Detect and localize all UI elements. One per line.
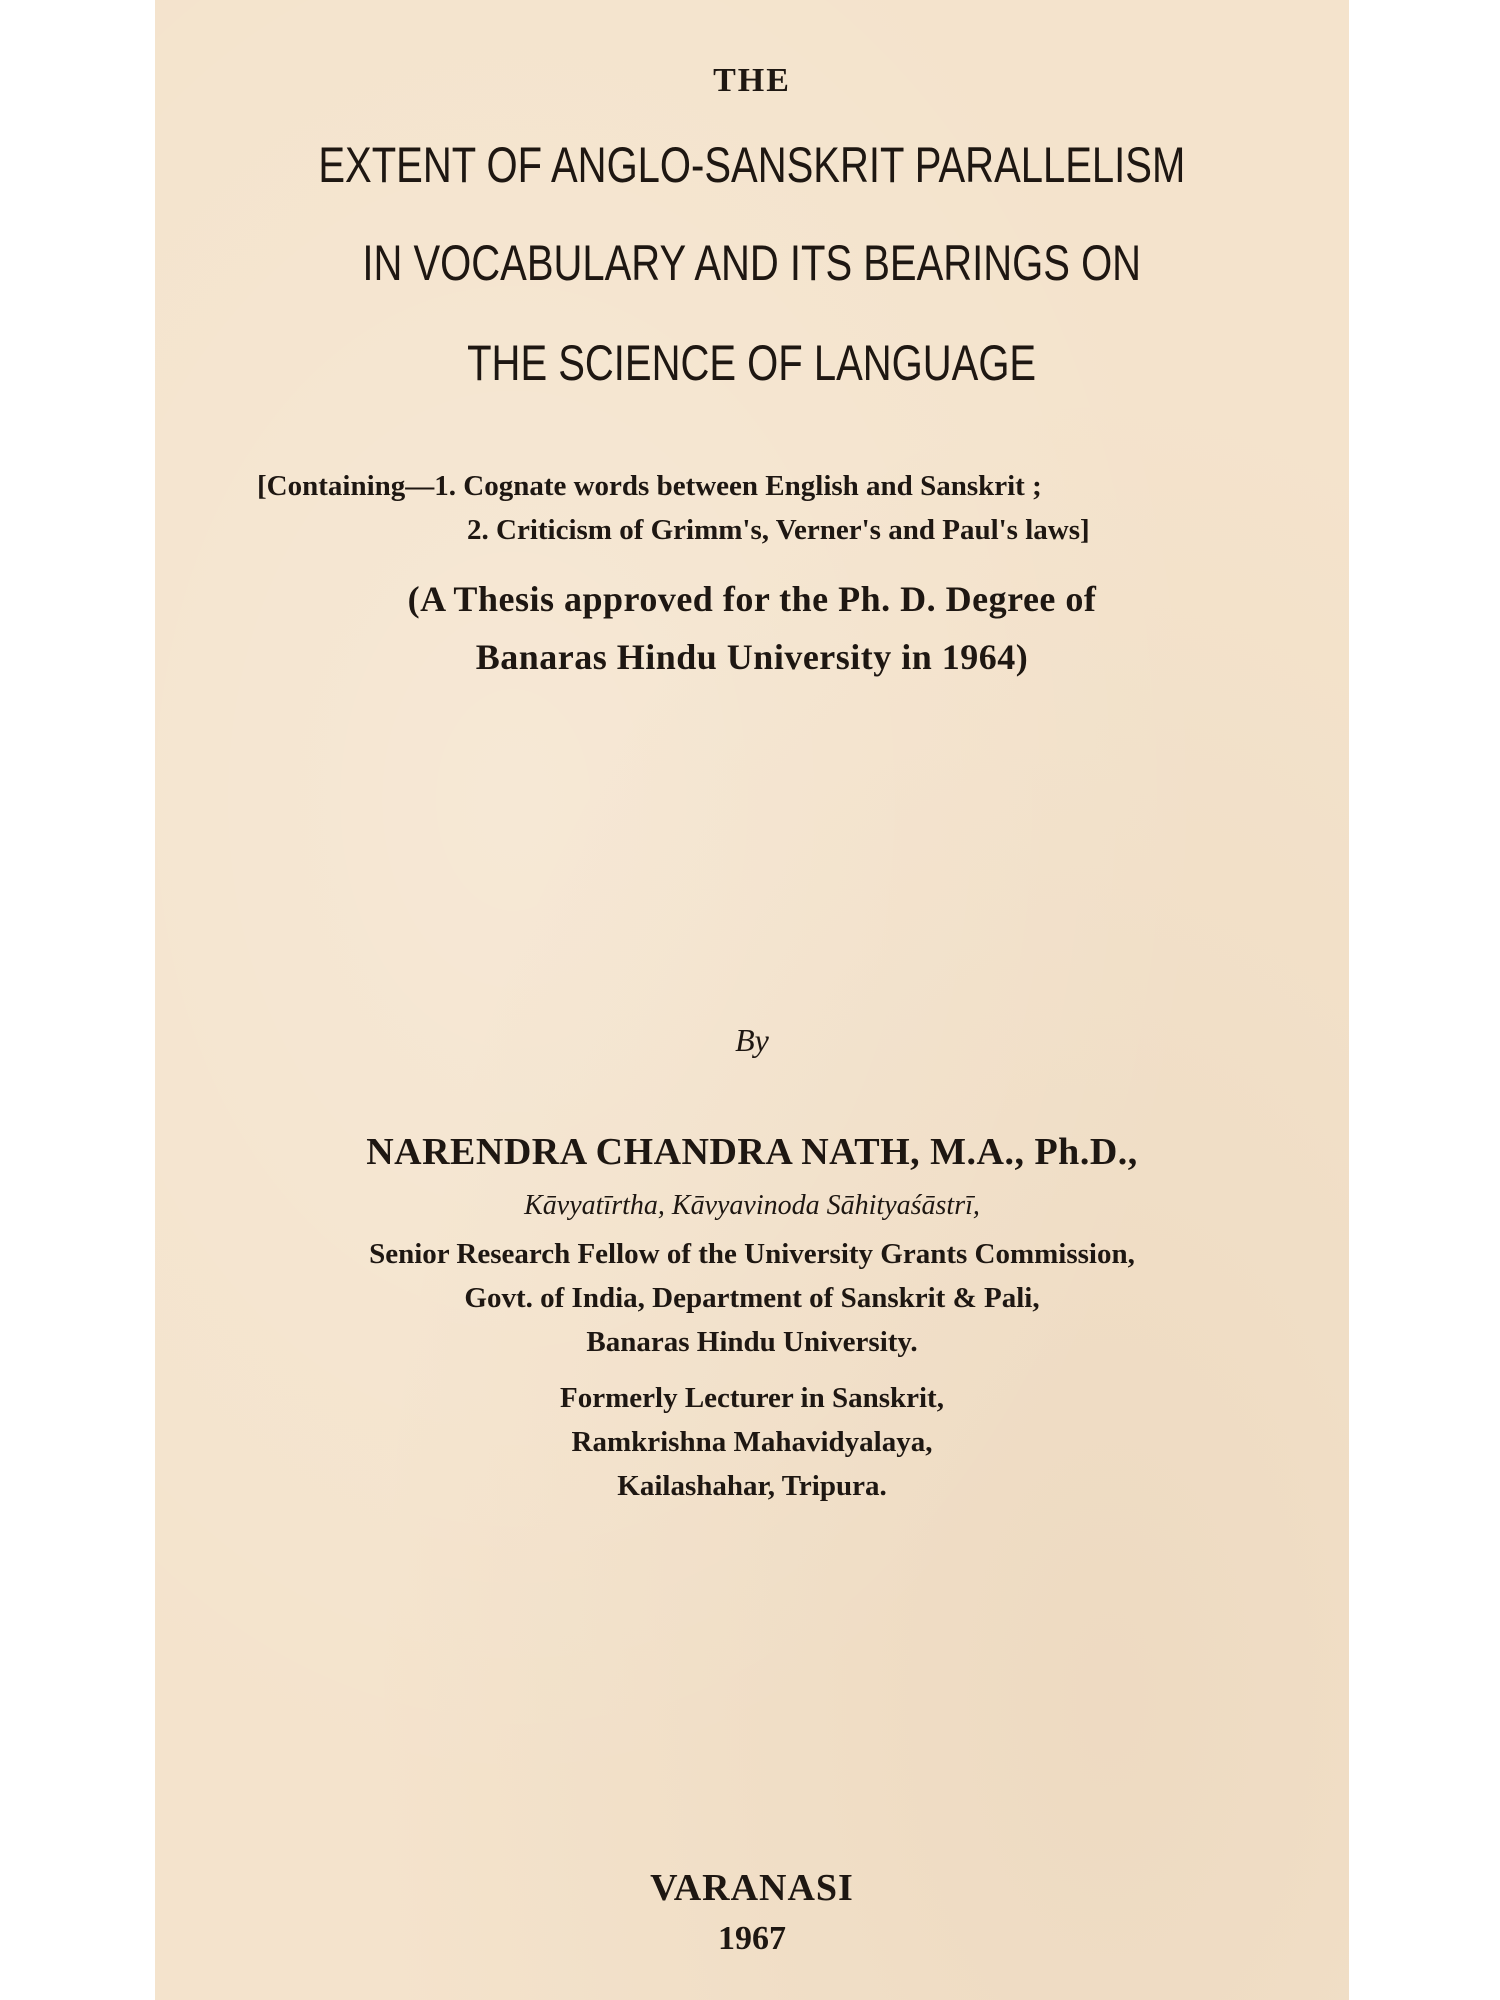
title-line-3: [155, 334, 1349, 392]
thesis-note-line-2: Banaras Hindu University in 1964): [475, 637, 1029, 677]
affiliation-line-2: Govt. of India, Department of Sanskrit & Pali,: [464, 1282, 1040, 1314]
affiliation-line-6: Kailashahar, Tripura.: [617, 1470, 887, 1502]
publication-year: 1967: [718, 1920, 786, 1957]
title-line-2: [155, 234, 1349, 292]
title-line-3-text: THE SCIENCE OF LANGUAGE: [467, 335, 1037, 391]
affiliation-line-5: Ramkrishna Mahavidyalaya,: [571, 1426, 933, 1458]
thesis-note-line-1: (A Thesis approved for the Ph. D. Degree of: [407, 579, 1097, 619]
publication-city: VARANASI: [650, 1867, 854, 1909]
contents-line-2: 2. Criticism of Grimm's, Verner's and Paul's laws]: [467, 514, 1090, 546]
title-line-1: [155, 136, 1349, 194]
title-page: [155, 0, 1349, 2000]
contents-line-1: [Containing—1. Cognate words between English and Sanskrit ;: [257, 470, 1042, 502]
title-line-1-text: EXTENT OF ANGLO-SANSKRIT PARALLELISM: [318, 137, 1186, 193]
title-line-2-text: IN VOCABULARY AND ITS BEARINGS ON: [362, 235, 1142, 291]
author-honorifics: Kāvyatīrtha, Kāvyavinoda Sāhityaśāstrī,: [524, 1190, 980, 1221]
title-article: THE: [713, 62, 791, 99]
by-label: By: [735, 1022, 769, 1058]
author-name: NARENDRA CHANDRA NATH, M.A., Ph.D.,: [366, 1131, 1138, 1173]
affiliation-line-3: Banaras Hindu University.: [586, 1326, 918, 1358]
affiliation-line-1: Senior Research Fellow of the University Grants Commission,: [369, 1238, 1135, 1270]
affiliation-line-4: Formerly Lecturer in Sanskrit,: [560, 1382, 944, 1414]
